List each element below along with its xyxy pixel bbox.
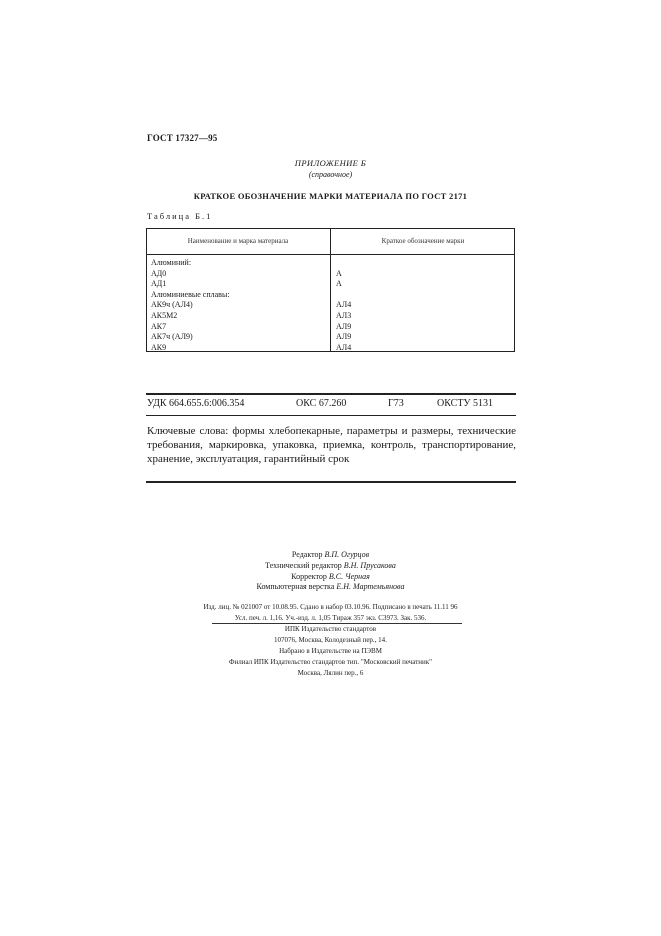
table-cell [336,290,351,301]
table-header-designation: Краткое обозначение марки [381,237,465,245]
table-cell: АК7 [151,321,167,331]
divider-top [146,393,516,395]
table-cell: АК5М2 [151,310,178,320]
credit-name: В.С. Черная [328,572,370,581]
table-cell: АД0 [151,268,167,278]
table-label: Таблица Б.1 [147,211,213,221]
table-cell: Алюминий: [151,258,192,267]
appendix-title: ПРИЛОЖЕНИЕ Б [294,158,367,168]
table-cell: АЛ9 [336,321,352,331]
divider-mid [146,415,516,416]
table-cell: А [336,279,342,289]
credit-tech-editor [0,561,661,570]
imprint-divider [212,623,462,624]
credit-name: Е.Н. Мартемьянова [336,582,405,591]
imprint-line: 107076, Москва, Колодезный пер., 14. [274,636,387,644]
udk-code: УДК 664.655.6:006.354 [147,398,245,409]
table-cell: АЛ4 [336,342,352,352]
credit-role: Компьютерная верстка [256,582,335,591]
imprint-line: Усл. печ. л. 1,16. Уч.-изд. л. 1,05 Тираж 357 экз. С3973. Зак. 536. [234,614,427,622]
material-table [146,228,515,352]
appendix-subtitle: (справочное) [308,170,353,179]
credit-editor [0,550,661,559]
table-cell: АК7ч (АЛ9) [151,332,193,342]
table-cell: АЛ3 [336,310,352,320]
imprint-line: ИПК Издательство стандартов [284,625,377,633]
table-cell [336,258,351,269]
table-cell: Алюминиевые сплавы: [151,289,230,299]
table-cell: АК9 [151,342,167,352]
divider-bottom [146,481,516,483]
g-code: Г73 [388,398,404,409]
credit-corrector [0,572,661,581]
imprint-line: Набрано в Издательстве на ПЭВМ [279,647,382,655]
table-cell: АЛ9 [336,332,352,342]
credit-role: Технический редактор [265,561,342,570]
section-title: КРАТКОЕ ОБОЗНАЧЕНИЕ МАРКИ МАТЕРИАЛА ПО ГОСТ 2171 [193,191,468,201]
imprint-line: Москва, Лялин пер., 6 [297,669,364,677]
credit-layout [0,582,661,591]
table-cell: АК9ч (АЛ4) [151,300,193,310]
table-cell: А [336,268,342,278]
credit-role: Редактор [291,550,323,559]
table-column-designation [336,258,351,353]
credit-role: Корректор [291,572,327,581]
document-code: ГОСТ 17327—95 [147,133,218,143]
credit-name: В.П. Огурцов [324,550,370,559]
table-cell: АЛ4 [336,300,352,310]
imprint-line: Изд. лиц. № 021007 от 10.08.95. Сдано в набор 03.10.96. Подписано в печать 11.11 96 [203,603,458,611]
table-column-material [151,258,230,353]
imprint-line: Филиал ИПК Издательство стандартов тип. "Московский печатник" [228,658,433,666]
table-cell: АД1 [151,279,167,289]
oks-code: ОКС 67.260 [296,398,347,409]
table-header-material: Наименование и марка материала [187,237,289,245]
credit-name: В.Н. Прусакова [343,561,396,570]
keywords-paragraph: Ключевые слова: формы хлебопекарные, параметры и размеры, технические требования, маркировка, упаковка, приемка, контроль, транспортирование, хранение, эксплуатация, гарантийный срок [147,425,516,465]
okstu-code: ОКСТУ 5131 [437,398,494,409]
